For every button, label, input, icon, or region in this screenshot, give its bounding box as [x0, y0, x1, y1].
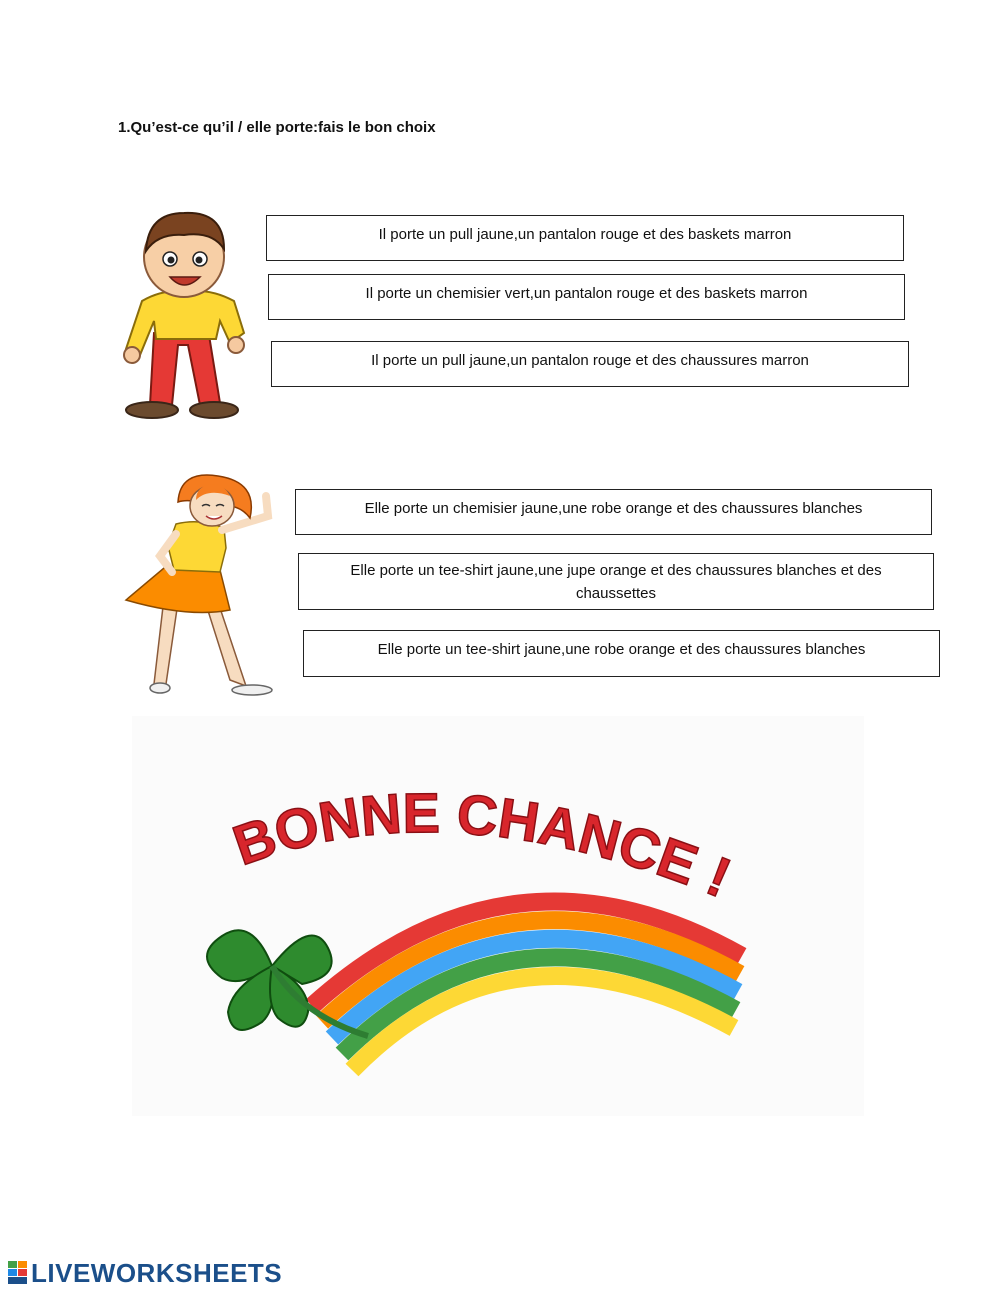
- liveworksheets-logo-icon: [8, 1261, 28, 1285]
- boy-choice-1[interactable]: Il porte un pull jaune,un pantalon rouge et des baskets marron: [266, 215, 904, 261]
- good-luck-banner: [132, 716, 864, 1116]
- rainbow-clover-graphic: [132, 716, 864, 1116]
- boy-choice-3[interactable]: Il porte un pull jaune,un pantalon rouge et des chaussures marron: [271, 341, 909, 387]
- girl-choice-2[interactable]: Elle porte un tee-shirt jaune,une jupe orange et des chaussures blanches et des chaussettes: [298, 553, 934, 610]
- girl-choice-1[interactable]: Elle porte un chemisier jaune,une robe orange et des chaussures blanches: [295, 489, 932, 535]
- liveworksheets-logo-text: LIVEWORKSHEETS: [31, 1257, 283, 1288]
- boy-choice-2[interactable]: Il porte un chemisier vert,un pantalon rouge et des baskets marron: [268, 274, 905, 320]
- boy-illustration: [112, 205, 264, 427]
- good-luck-text: BONNE CHANCE !: [225, 781, 740, 910]
- girl-choice-3[interactable]: Elle porte un tee-shirt jaune,une robe orange et des chaussures blanches: [303, 630, 940, 677]
- girl-illustration: [118, 472, 288, 704]
- exercise-instruction: 1.Qu’est-ce qu’il / elle porte:fais le bon choix: [118, 119, 436, 136]
- liveworksheets-logo: [8, 1259, 282, 1287]
